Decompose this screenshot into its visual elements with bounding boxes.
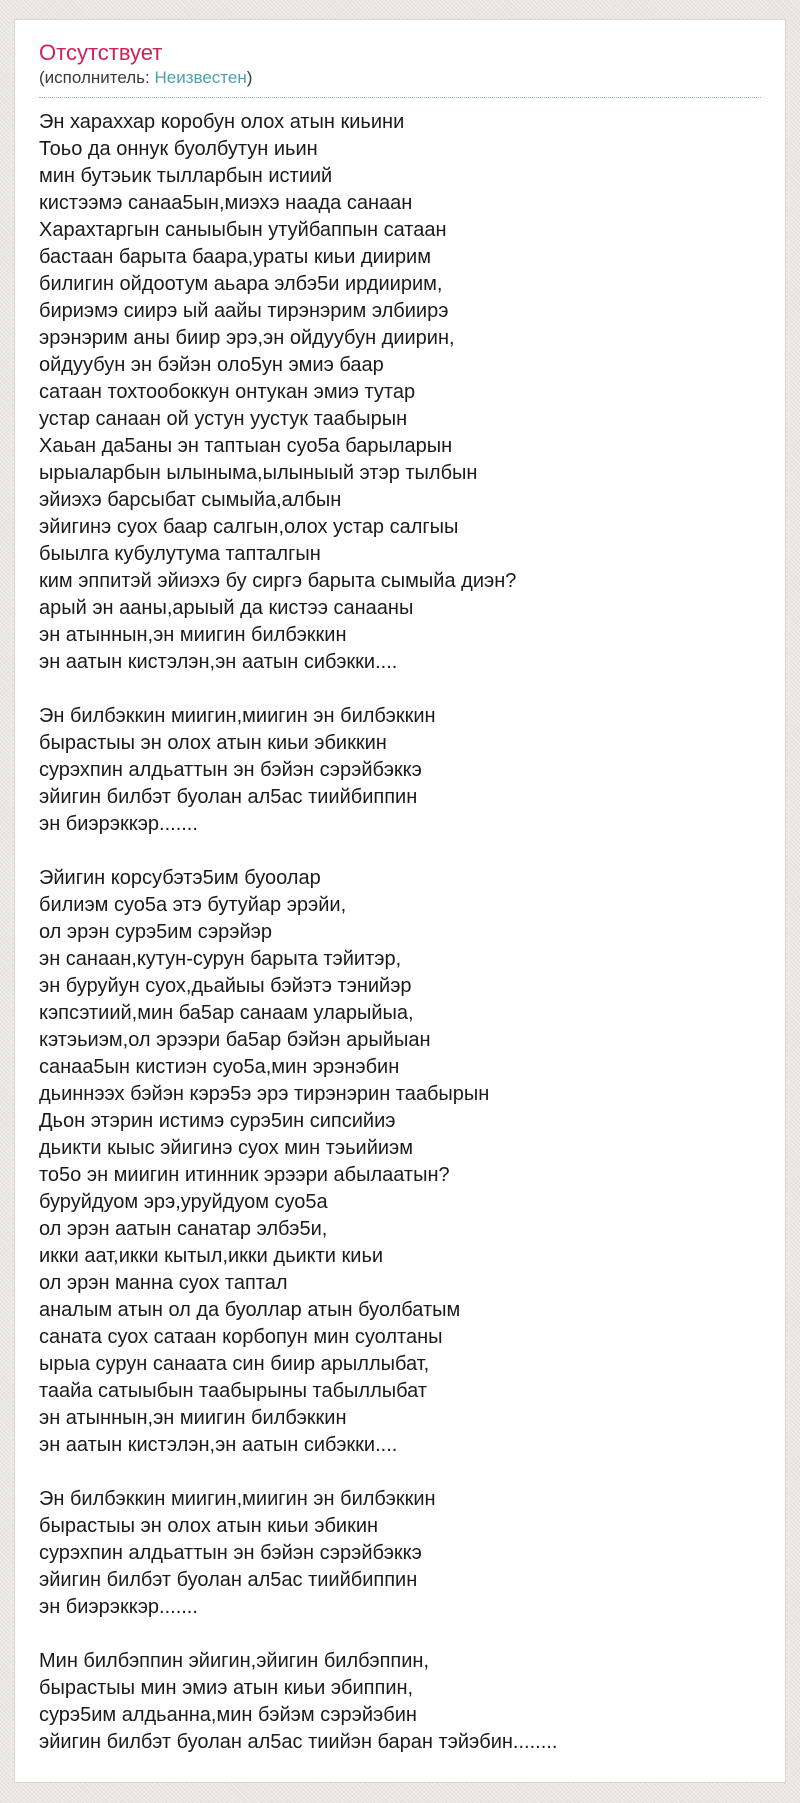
- lyric-line: эйигин билбэт буолан ал5ас тиийбиппин: [39, 786, 418, 808]
- lyric-line: Тоьо да оннук буолбутун иьин: [39, 138, 318, 160]
- lyric-line: эн атыннын,эн миигин билбэккин: [39, 1407, 347, 1429]
- lyric-line: Хаьан да5аны эн таптыан суо5а барыларын: [39, 435, 453, 457]
- lyric-line: то5о эн миигин итинник эрээри абылаатын?: [39, 1164, 450, 1186]
- lyric-line: бырастыы эн олох атын киьи эбикин: [39, 1515, 379, 1537]
- lyric-line: ойдуубун эн бэйэн оло5ун эмиэ баар: [39, 354, 384, 376]
- lyric-line: Эйигин корсубэтэ5им буоолар: [39, 867, 321, 889]
- lyric-line: билигин ойдоотум аьара элбэ5и ирдиирим,: [39, 273, 443, 295]
- lyric-line: ол эрэн сурэ5им сэрэйэр: [39, 921, 273, 943]
- lyric-line: эрэнэрим аны биир эрэ,эн ойдуубун диирин,: [39, 327, 455, 349]
- lyric-line: бырастыы мин эмиэ атын киьи эбиппин,: [39, 1677, 414, 1699]
- lyric-line: Мин билбэппин эйигин,эйигин билбэппин,: [39, 1650, 429, 1672]
- lyric-line: бастаан барыта баара,ураты киьи диирим: [39, 246, 431, 268]
- lyric-line: устар санаан ой устун уустук таабырын: [39, 408, 408, 430]
- lyric-line: ырыаларбын ылыныма,ылыныый этэр тылбын: [39, 462, 478, 484]
- lyric-line: бырастыы эн олох атын киьи эбиккин: [39, 732, 387, 754]
- lyric-line: ырыа сурун санаата син биир арыллыбат,: [39, 1353, 430, 1375]
- lyrics-text: [39, 98, 761, 1756]
- lyric-line: эн аатын кистэлэн,эн аатын сибэкки....: [39, 1434, 398, 1456]
- lyric-line: аналым атын ол да буоллар атын буолбатым: [39, 1299, 461, 1321]
- artist-line-suffix: ): [246, 68, 253, 87]
- lyric-line: эн буруйун суох,дьайыы бэйэтэ тэнийэр: [39, 975, 412, 997]
- lyric-line: ол эрэн манна суох таптал: [39, 1272, 288, 1294]
- lyric-line: эйигин билбэт буолан ал5ас тиийбиппин: [39, 1569, 418, 1591]
- lyric-line: эн биэрэккэр.......: [39, 1596, 198, 1618]
- lyric-line: бириэмэ сиирэ ый аайы тирэнэрим элбиирэ: [39, 300, 449, 322]
- lyric-line: сурэхпин алдьаттын эн бэйэн сэрэйбэккэ: [39, 759, 422, 781]
- lyric-line: кэтэьиэм,ол эрээри ба5ар бэйэн арыйыан: [39, 1029, 431, 1051]
- lyric-line: ол эрэн аатын санатар элбэ5и,: [39, 1218, 328, 1240]
- lyric-line: мин бутэьик тылларбын истиий: [39, 165, 333, 187]
- lyric-line: кистээмэ санаа5ын,миэхэ наада санаан: [39, 192, 413, 214]
- lyric-line: Харахтаргын саныыбын утуйбаппын сатаан: [39, 219, 447, 241]
- lyric-line: сурэ5им алдьанна,мин бэйэм сэрэйэбин: [39, 1704, 417, 1726]
- lyric-line: эйиэхэ барсыбат сымыйа,албын: [39, 489, 342, 511]
- lyric-line: Эн хараххар коробун олох атын киьини: [39, 111, 405, 133]
- artist-link[interactable]: Неизвестен: [154, 68, 247, 87]
- lyric-line: икки аат,икки кытыл,икки дьикти киьи: [39, 1245, 384, 1267]
- lyric-line: сурэхпин алдьаттын эн бэйэн сэрэйбэккэ: [39, 1542, 422, 1564]
- lyric-line: ким эппитэй эйиэхэ бу сиргэ барыта сымыйа диэн?: [39, 570, 517, 592]
- lyric-line: таайа сатыыбын таабырыны табыллыбат: [39, 1380, 427, 1402]
- artist-label: (исполнитель:: [39, 68, 155, 87]
- song-title: Отсутствует: [39, 40, 163, 65]
- lyric-line: санаа5ын кистиэн суо5а,мин эрэнэбин: [39, 1056, 400, 1078]
- lyrics-stanza: [39, 1648, 761, 1756]
- lyric-line: Эн билбэккин миигин,миигин эн билбэккин: [39, 705, 436, 727]
- lyric-line: саната суох сатаан корбопун мин суолтаны: [39, 1326, 443, 1348]
- lyric-line: Дьон этэрин истимэ сурэ5ин сипсийиэ: [39, 1110, 396, 1132]
- lyric-line: быылга кубулутума тапталгын: [39, 543, 321, 565]
- lyric-line: сатаан тохтообоккун онтукан эмиэ тутар: [39, 381, 416, 403]
- lyrics-stanza: [39, 865, 761, 1459]
- lyric-line: кэпсэтиий,мин ба5ар санаам уларыйыа,: [39, 1002, 414, 1024]
- lyrics-card: [14, 19, 786, 1783]
- artist-line: [39, 66, 761, 98]
- lyric-line: Эн билбэккин миигин,миигин эн билбэккин: [39, 1488, 436, 1510]
- lyric-line: эйигинэ суох баар салгын,олох устар салгыы: [39, 516, 459, 538]
- lyrics-stanza: [39, 1486, 761, 1621]
- lyric-line: эйигин билбэт буолан ал5ас тиийэн баран тэйэбин........: [39, 1731, 558, 1753]
- lyric-line: дьикти кыыс эйигинэ суох мин тэьийиэм: [39, 1137, 413, 1159]
- lyric-line: дьиннээх бэйэн кэрэ5э эрэ тирэнэрин таабырын: [39, 1083, 490, 1105]
- lyrics-stanza: [39, 703, 761, 838]
- lyrics-stanza: [39, 109, 761, 676]
- lyric-line: эн атыннын,эн миигин билбэккин: [39, 624, 347, 646]
- lyric-line: буруйдуом эрэ,уруйдуом суо5а: [39, 1191, 328, 1213]
- lyric-line: арый эн ааны,арыый да кистээ санааны: [39, 597, 414, 619]
- lyric-line: эн аатын кистэлэн,эн аатын сибэкки....: [39, 651, 398, 673]
- lyric-line: эн биэрэккэр.......: [39, 813, 198, 835]
- lyric-line: билиэм суо5а этэ бутуйар эрэйи,: [39, 894, 347, 916]
- lyric-line: эн санаан,кутун-сурун барыта тэйитэр,: [39, 948, 402, 970]
